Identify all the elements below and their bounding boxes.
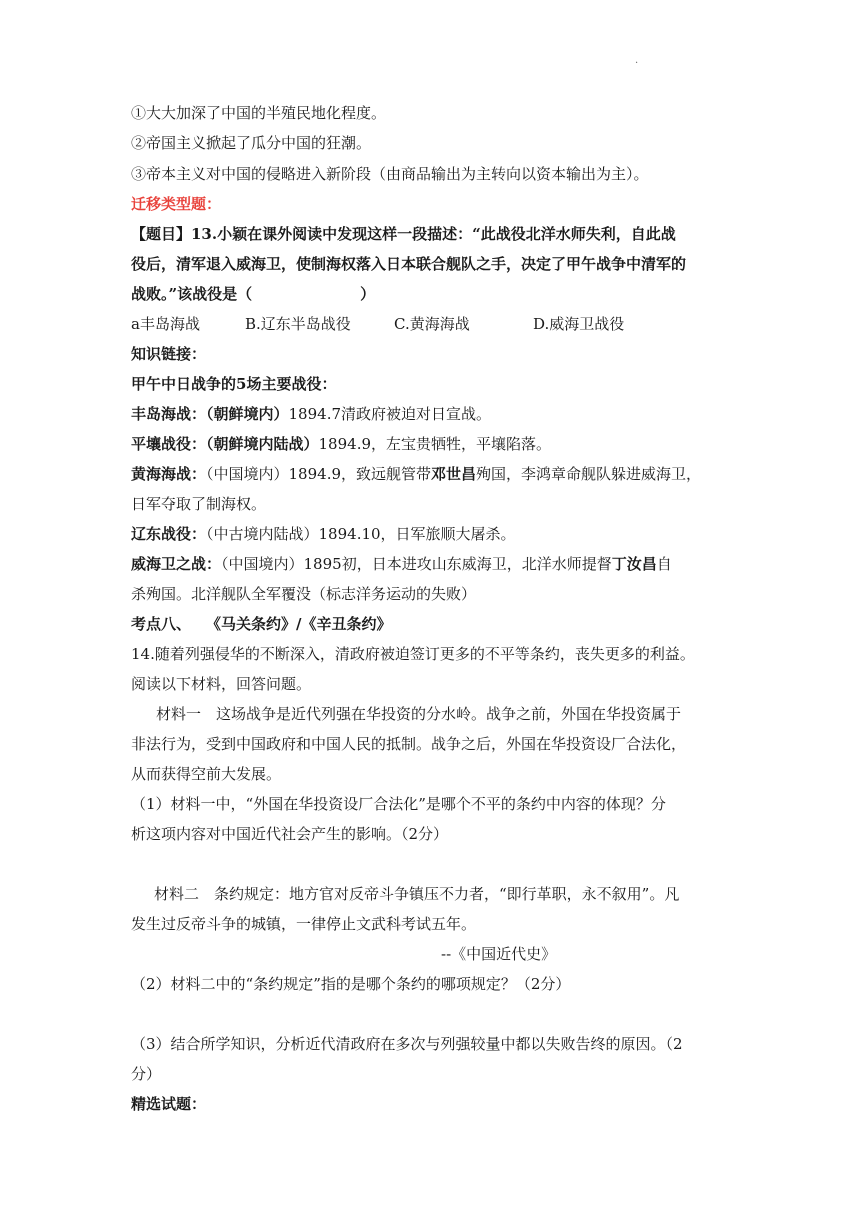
battle-5-name: 威海卫之战： bbox=[131, 555, 222, 573]
q13-line-3 bbox=[131, 284, 375, 304]
battle-5-hero: 丁汝昌 bbox=[611, 555, 657, 573]
q14-line-1: 14.随着列强侵华的不断深入，清政府被迫签订更多的不平等条约，丧失更多的利益。 bbox=[131, 645, 695, 663]
battle-3-hero: 邓世昌 bbox=[431, 465, 477, 483]
option-d: D.威海卫战役 bbox=[533, 315, 625, 333]
q13-line-2: 役后，清军退入威海卫，使制海权落入日本联合舰队之手，决定了甲午战争中清军的 bbox=[131, 255, 687, 273]
material-1-line-1: 材料一 这场战争是近代列强在华投资的分水岭。战争之前，外国在华投资属于 bbox=[156, 705, 682, 723]
exam-point-8: 考点八、 《马关条约》/《辛丑条约》 bbox=[131, 615, 392, 633]
battle-1-text: 1894.7清政府被迫对日宣战。 bbox=[288, 405, 492, 423]
knowledge-link-heading: 知识链接： bbox=[131, 345, 207, 363]
selected-questions-heading: 精选试题： bbox=[131, 1095, 207, 1113]
q13-line-3-close: ） bbox=[360, 285, 376, 303]
point-1: ①大大加深了中国的半殖民地化程度。 bbox=[131, 104, 387, 122]
battle-2-name: 平壤战役：（朝鲜境内陆战） bbox=[131, 435, 319, 453]
battle-4 bbox=[131, 524, 516, 544]
option-b: B.辽东半岛战役 bbox=[245, 315, 351, 333]
q14-line-2: 阅读以下材料，回答问题。 bbox=[131, 675, 312, 693]
battle-1 bbox=[131, 404, 491, 424]
battle-5-text-b: 自 bbox=[656, 555, 672, 573]
material-2-source: --《中国近代史》 bbox=[441, 945, 557, 963]
point-2: ②帝国主义掀起了瓜分中国的狂潮。 bbox=[131, 134, 372, 152]
subq-3-line-2: 分） bbox=[131, 1065, 162, 1083]
material-1-line-2: 非法行为，受到中国政府和中国人民的抵制。战争之后，外国在华投资设厂合法化， bbox=[131, 735, 687, 753]
battle-3 bbox=[131, 464, 701, 484]
subq-1-line-1: （1）材料一中，“外国在华投资设厂合法化”是哪个不平的条约中内容的体现？分 bbox=[131, 795, 666, 813]
subq-1-line-2: 析这项内容对中国近代社会产生的影响。（2分） bbox=[131, 825, 449, 843]
battle-3-text-b: 殉国，李鸿章命舰队躲进威海卫， bbox=[476, 465, 702, 483]
q13-line-1: 【题目】13.小颖在课外阅读中发现这样一段描述：“此战役北洋水师失利，自此战 bbox=[131, 225, 676, 243]
option-c: C.黄海海战 bbox=[394, 315, 470, 333]
material-1-line-3: 从而获得空前大发展。 bbox=[131, 765, 282, 783]
battle-5 bbox=[131, 554, 672, 574]
battle-3-cont: 日军夺取了制海权。 bbox=[131, 495, 267, 513]
battle-2-text: 1894.9，左宝贵牺牲，平壤陷落。 bbox=[318, 435, 552, 453]
battle-3-text-a: （中国境内）1894.9，致远舰管带 bbox=[206, 465, 432, 483]
battle-5-text-a: （中国境内）1895初，日本进攻山东威海卫，北洋水师提督 bbox=[221, 555, 612, 573]
q13-line-3-text: 战败。”该战役是（ bbox=[131, 285, 253, 303]
transfer-heading: 迁移类型题： bbox=[131, 195, 222, 213]
battle-4-text: （中古境内陆战）1894.10，日军旅顺大屠杀。 bbox=[206, 525, 516, 543]
header-dot: . bbox=[635, 55, 639, 66]
material-2-line-1: 材料二 条约规定：地方官对反帝斗争镇压不力者，“即行革职，永不叙用”。凡 bbox=[154, 885, 680, 903]
battle-5-cont: 杀殉国。北洋舰队全军覆没（标志洋务运动的失败） bbox=[131, 585, 477, 603]
subq-3-line-1: （3）结合所学知识，分析近代清政府在多次与列强较量中都以失败告终的原因。（2 bbox=[131, 1035, 683, 1053]
point-3: ③帝本主义对中国的侵略进入新阶段（由商品输出为主转向以资本输出为主）。 bbox=[131, 165, 649, 183]
battle-1-name: 丰岛海战：（朝鲜境内） bbox=[131, 405, 289, 423]
battles-heading: 甲午中日战争的5场主要战役： bbox=[131, 375, 337, 393]
battle-3-name: 黄海海战： bbox=[131, 465, 207, 483]
material-2-line-2: 发生过反帝斗争的城镇，一律停止文武科考试五年。 bbox=[131, 915, 477, 933]
battle-2 bbox=[131, 434, 551, 454]
option-a: a丰岛海战 bbox=[131, 315, 200, 333]
battle-4-name: 辽东战役： bbox=[131, 525, 207, 543]
subq-2: （2）材料二中的“条约规定”指的是哪个条约的哪项规定？（2分） bbox=[131, 975, 571, 993]
